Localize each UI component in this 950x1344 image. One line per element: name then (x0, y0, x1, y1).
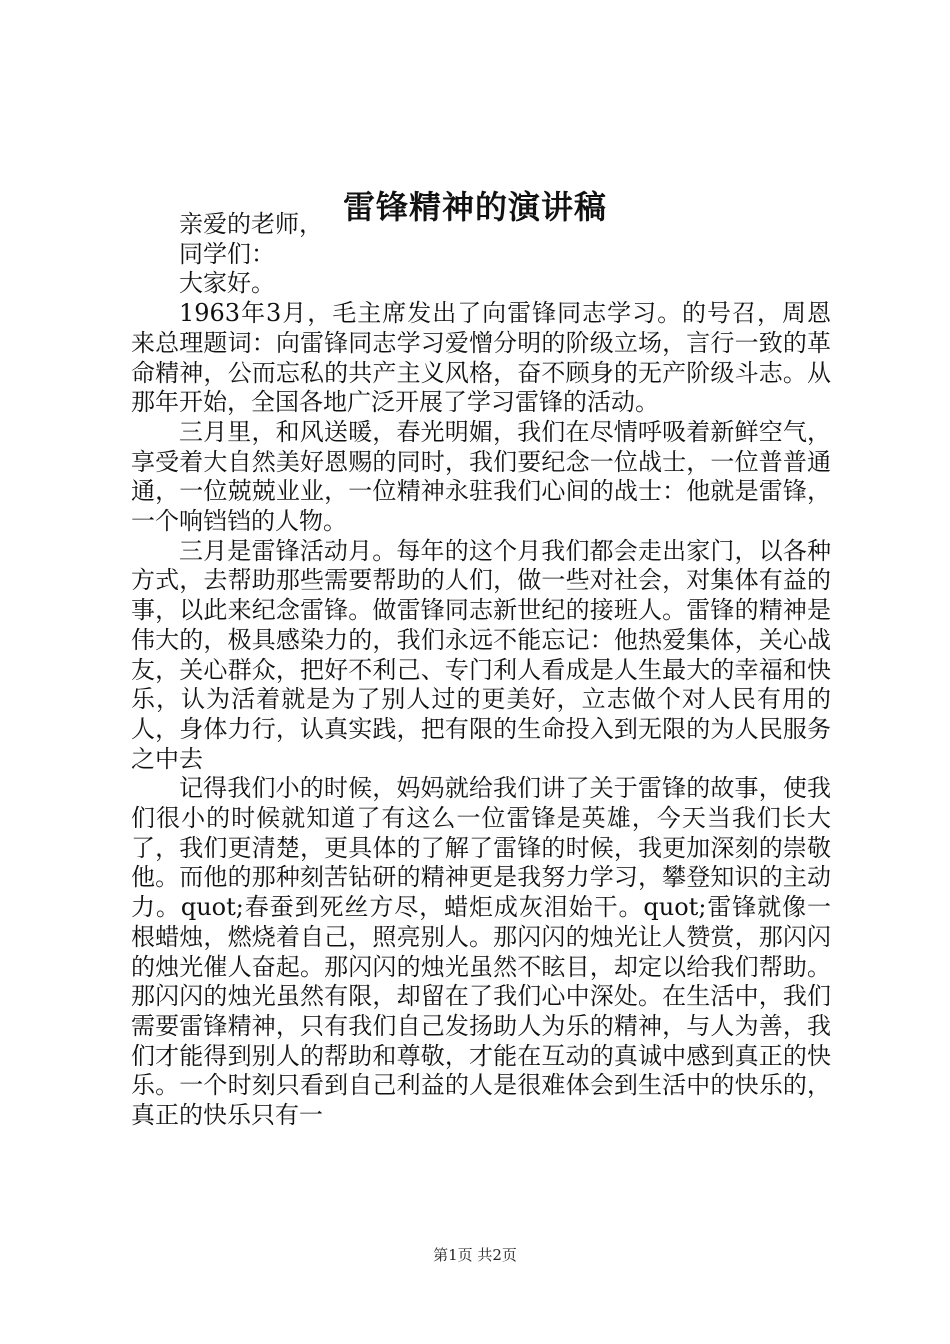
body-paragraph: 三月是雷锋活动月。每年的这个月我们都会走出家门，以各种方式，去帮助那些需要帮助的人们，做一些对社会，对集体有益的事，以此来纪念雷锋。做雷锋同志新世纪的接班人。雷锋的精神是伟大的，极具感染力的，我们永远不能忘记：他热爱集体，关心战友，关心群众，把好不利己、专门利人看成是人生最大的幸福和快乐，认为活着就是为了别人过的更美好，立志做个对人民有用的人，身体力行，认真实践，把有限的生命投入到无限的为人民服务之中去 (131, 536, 831, 773)
greeting-line: 大家好。 (179, 269, 275, 298)
document-body (131, 210, 831, 1131)
document-title: 雷锋精神的演讲稿 (342, 188, 607, 226)
body-paragraph: 三月里，和风送暖，春光明媚，我们在尽情呼吸着新鲜空气，享受着大自然美好恩赐的同时，我们要纪念一位战士，一位普普通通，一位兢兢业业，一位精神永驻我们心间的战士：他就是雷锋，一个响铛铛的人物。 (131, 417, 831, 536)
greeting-line: 同学们： (179, 239, 275, 268)
page-footer: 第1页 共2页 (433, 1246, 517, 1264)
body-paragraph: 1963年3月，毛主席发出了向雷锋同志学习。的号召，周恩来总理题词：向雷锋同志学习爱憎分明的阶级立场，言行一致的革命精神，公而忘私的共产主义风格，奋不顾身的无产阶级斗志。从那年开始，全国各地广泛开展了学习雷锋的活动。 (131, 299, 831, 417)
greeting-line: 亲爱的老师， (179, 210, 323, 238)
body-paragraph: 记得我们小的时候，妈妈就给我们讲了关于雷锋的故事，使我们很小的时候就知道了有这么一位雷锋是英雄，今天当我们长大了，我们更清楚，更具体的了解了雷锋的时候，我更加深刻的崇敬他。而他的那种刻苦钻研的精神更是我努力学习，攀登知识的主动力。quot;春蚕到死丝方尽，蜡炬成灰泪始干。quot;雷锋就像一根蜡烛，燃烧着自己，照亮别人。那闪闪的烛光让人赞赏，那闪闪的烛光催人奋起。那闪闪的烛光虽然不眩目，却定以给我们帮助。那闪闪的烛光虽然有限，却留在了我们心中深处。在生活中，我们需要雷锋精神，只有我们自己发扬助人为乐的精神，与人为善，我们才能得到别人的帮助和尊敬，才能在互动的真诚中感到真正的快乐。一个时刻只看到自己利益的人是很难体会到生活中的快乐的，真正的快乐只有一 (131, 774, 831, 1130)
